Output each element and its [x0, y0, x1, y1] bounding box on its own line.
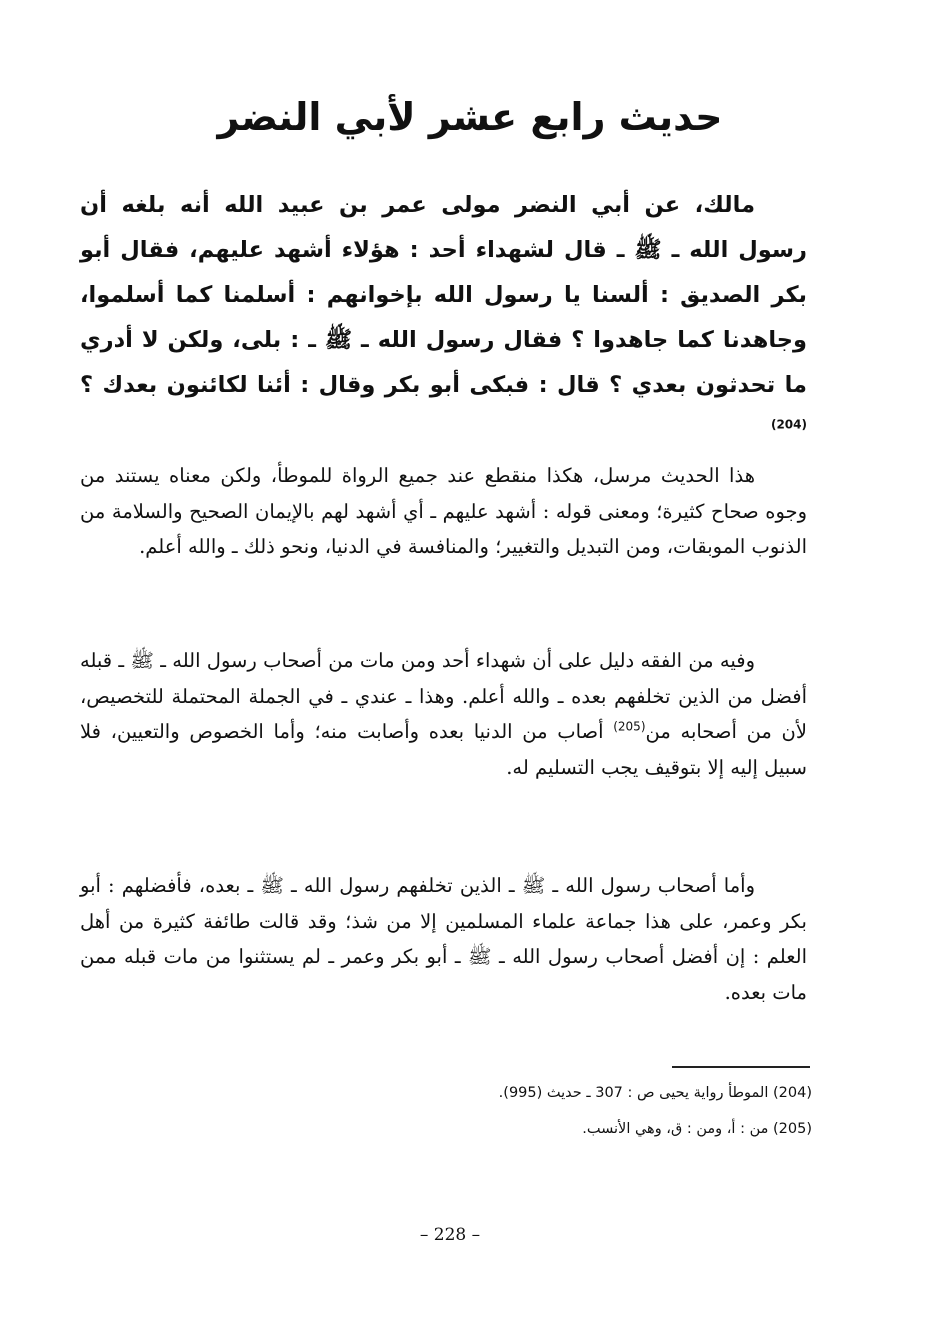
chapter-title: حديث رابع عشر لأبي النضر	[217, 95, 723, 139]
footnote-separator	[672, 1066, 810, 1068]
page-number: – 228 –	[419, 1225, 481, 1245]
paragraph-2-text-end: أصاب من الدنيا بعده وأصابت منه؛ وأما الخصوص والتعيين، فلا سبيل إليه إلا بتوقيف يجب التسليم له.	[80, 720, 807, 779]
hadith-body: مالك، عن أبي النضر مولى عمر بن عبيد الله أنه بلغه أن رسول الله ـ ﷺ ـ قال لشهداء أحد : هؤلاء أشهد عليهم، فقال أبو بكر الصديق : ألسنا يا رسول الله بإخوانهم : أسلمنا كما أسلموا، وجاهدنا كما جاهدوا ؟ فقال رسول الله ـ ﷺ ـ : بلى، ولكن لا أدري ما تحدثون بعدي ؟ قال : فبكى أبو بكر وقال : أئنا لكائنون بعدك ؟	[80, 192, 807, 398]
footnote-205: (205) من : أ، ومن : ق، وهي الأنسب.	[582, 1121, 812, 1137]
footnote-ref-205: (205)	[613, 719, 646, 734]
footnote-ref-204: (204)	[770, 417, 807, 432]
footnotes-list	[420, 1075, 812, 1147]
commentary-paragraph-2	[80, 643, 807, 785]
commentary-paragraph-1: هذا الحديث مرسل، هكذا منقطع عند جميع الرواة للموطأ، ولكن معناه يستند من وجوه صحاح كثيرة؛ ومعنى قوله : أشهد عليهم ـ أي أشهد لهم بالإيمان الصحيح والسلامة من الذنوب الموبقات، ومن التبديل والتغيير؛ والمنافسة في الدنيا، ونحو ذلك ـ والله أعلم.	[80, 464, 807, 558]
footnote-204: (204) الموطأ رواية يحيى ص : 307 ـ حديث (995).	[498, 1085, 812, 1101]
paragraph-2-text-start: وفيه من الفقه دليل على أن شهداء أحد ومن مات من أصحاب رسول الله ـ ﷺ ـ قبله أفضل من الذين تخلفهم بعده ـ والله أعلم. وهذا ـ عندي ـ في الجملة المحتملة للتخصيص، لأن من أصحابه من	[80, 649, 807, 743]
hadith-text	[80, 183, 807, 453]
commentary-paragraph-3: وأما أصحاب رسول الله ـ ﷺ ـ الذين تخلفهم رسول الله ـ ﷺ ـ بعده، فأفضلهم : أبو بكر وعمر، على هذا جماعة علماء المسلمين إلا من شذ؛ وقد قالت طائفة كثيرة من أهل العلم : إن أفضل أصحاب رسول الله ـ ﷺ ـ أبو بكر وعمر ـ لم يستثنوا من مات قبله ممن مات بعده.	[80, 874, 807, 1004]
